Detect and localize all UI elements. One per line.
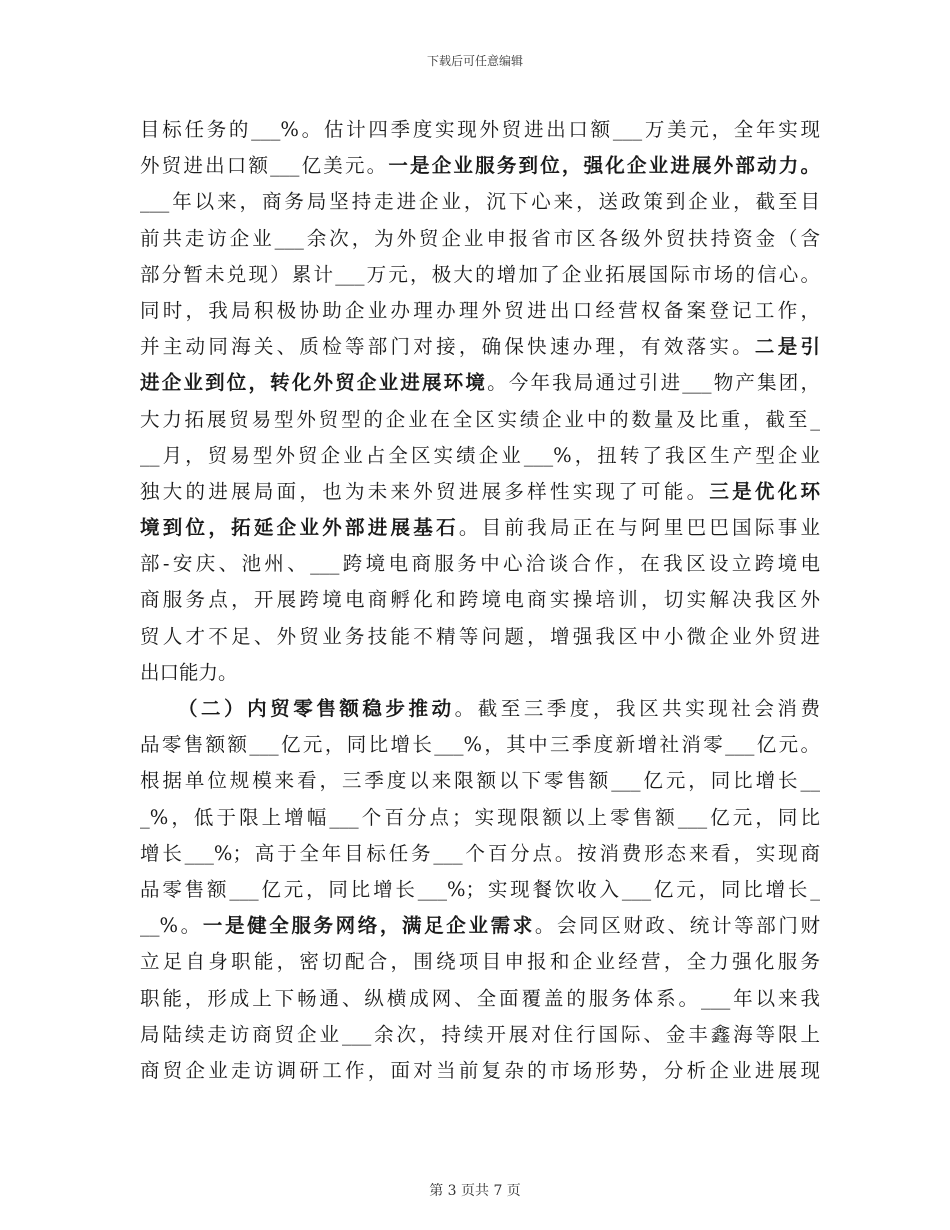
text-line [140, 510, 820, 546]
text-segment: 。会同区财政、统计等部门财 [534, 914, 820, 938]
text-segment: 商服务点，开展跨境电商孵化和跨境电商实操培训，切实解决我区外 [140, 588, 820, 612]
text-segment: 。今年我局通过引进___物产集团， [487, 371, 820, 395]
text-line [140, 546, 820, 582]
text-line [140, 981, 820, 1017]
text-segment: 职能，形成上下畅通、纵横成网、全面覆盖的服务体系。___年以来我 [140, 986, 820, 1010]
text-line [140, 619, 820, 655]
bold-text-segment: （二）内贸零售额稳步推动 [178, 697, 455, 720]
text-line [140, 727, 820, 763]
text-segment: 品零售额额___亿元，同比增长___%，其中三季度新增社消零___亿元。 [140, 733, 820, 757]
text-line [140, 112, 820, 148]
text-line [140, 691, 820, 727]
page-footer: 第 3 页共 7 页 [429, 1183, 521, 1199]
text-segment: 目标任务的___%。估计四季度实现外贸进出口额___万美元，全年实现 [140, 118, 820, 141]
text-segment: 出口能力。 [140, 660, 238, 684]
text-segment: 根据单位规模来看，三季度以来限额以下零售额___亿元，同比增长__ [140, 769, 820, 793]
bold-text-segment: 二是引 [754, 335, 820, 359]
text-line [140, 329, 820, 365]
bold-text-segment: 一是健全服务网络，满足企业需求 [202, 914, 535, 938]
text-segment: 独大的进展局面，也为未来外贸进展多样性实现了可能。 [140, 479, 710, 503]
text-line [140, 438, 820, 474]
text-segment: _%，低于限上增幅___个百分点；实现限额以上零售额___亿元，同比 [140, 805, 820, 829]
text-segment: 局陆续走访商贸企业___余次，持续开展对住行国际、金丰鑫海等限上 [140, 1022, 820, 1046]
text-segment: 并主动同海关、质检等部门对接，确保快速办理，有效落实。 [140, 335, 755, 359]
text-segment: 同时，我局积极协助企业办理办理外贸进出口经营权备案登记工作， [140, 298, 820, 322]
text-line [140, 1017, 820, 1053]
text-segment: 大力拓展贸易型外贸型的企业在全区实绩企业中的数量及比重，截至_ [140, 407, 820, 431]
text-line [140, 908, 820, 944]
text-segment: 商贸企业走访调研工作，面对当前复杂的市场形势，分析企业进展现 [140, 1058, 820, 1082]
text-line [140, 872, 820, 908]
text-segment: 贸人才不足、外贸业务技能不精等问题，增强我区中小微企业外贸进 [140, 624, 820, 648]
text-segment: 立足自身职能，密切配合，围绕项目申报和企业经营，全力强化服务 [140, 950, 820, 974]
text-line [140, 148, 820, 184]
document-body [140, 112, 820, 1089]
text-line [140, 1053, 820, 1089]
text-segment: __%。 [140, 914, 203, 938]
bold-text-segment: 三是优化环 [709, 479, 820, 503]
text-line [140, 365, 820, 401]
text-segment: ___年以来，商务局坚持走进企业，沉下心来，送政策到企业，截至目 [140, 190, 820, 214]
text-line [140, 582, 820, 618]
text-line [140, 763, 820, 799]
text-line [140, 402, 820, 438]
page-header: 下载后可任意编辑 [426, 54, 523, 68]
text-segment: 品零售额___亿元，同比增长___%；实现餐饮收入___亿元，同比增长_ [140, 877, 820, 901]
text-line [140, 221, 820, 257]
text-segment: 外贸进出口额___亿美元。 [140, 154, 389, 178]
text-segment: 增长___%；高于全年目标任务___个百分点。按消费形态来看，实现商 [140, 841, 820, 865]
text-line [140, 655, 820, 691]
bold-text-segment: 境到位，拓延企业外部进展基石 [140, 516, 459, 540]
text-segment: __月，贸易型外贸企业占全区实绩企业___%，扭转了我区生产型企业 [140, 443, 820, 467]
text-segment: 。目前我局正在与阿里巴巴国际事业 [458, 516, 820, 540]
bold-text-segment: 一是企业服务到位，强化企业进展外部动力。 [388, 154, 820, 178]
text-line [140, 800, 820, 836]
text-segment: 前共走访企业___余次，为外贸企业申报省市区各级外贸扶持资金（含 [140, 226, 820, 250]
text-line [140, 293, 820, 329]
bold-text-segment: 进企业到位，转化外贸企业进展环境 [140, 371, 488, 395]
text-segment: 部分暂未兑现）累计___万元，极大的增加了企业拓展国际市场的信心。 [140, 262, 820, 286]
text-line [140, 836, 820, 872]
text-line [140, 257, 820, 293]
text-segment: 部-安庆、池州、___跨境电商服务中心洽谈合作，在我区设立跨境电 [140, 552, 820, 576]
text-line [140, 474, 820, 510]
text-segment: 。截至三季度，我区共实现社会消费 [454, 697, 820, 720]
text-line [140, 944, 820, 980]
text-line [140, 184, 820, 220]
